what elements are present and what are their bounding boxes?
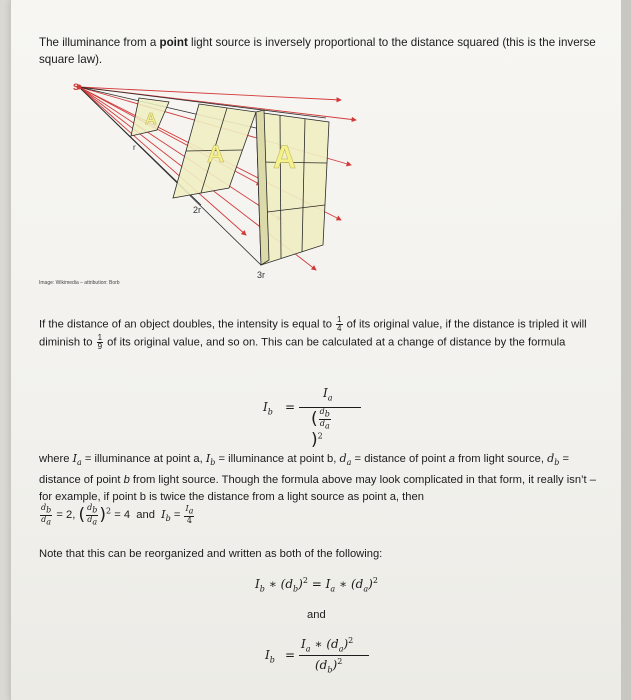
label-r: r: [133, 143, 136, 152]
equals-four: = 4: [114, 509, 131, 522]
symbol-Ib: $I_b$: [205, 452, 216, 468]
reorg-note: Note that this can be reorganized and written as both of the following:: [39, 548, 383, 560]
solved-numerator: $I_a$ ∗ $(d_a)^2$: [301, 636, 354, 654]
intro-paragraph: [39, 34, 599, 68]
distance-text-3: of its original value, and so on. This can be calculated at a change of distance by the formula: [104, 336, 566, 349]
distance-text-1: If the distance of an object doubles, the intensity is equal to: [39, 318, 336, 331]
right-edge: [621, 0, 631, 700]
formula-numerator: $I_a$: [323, 386, 333, 403]
label-3r: 3r: [257, 270, 266, 280]
Ia-definition: = illuminance at point a,: [81, 453, 206, 465]
equals-two: = 2,: [56, 509, 76, 522]
Ib-definition: = illuminance at point b,: [215, 453, 340, 465]
ratio-db-da: $\frac{d_b}{d_a}$: [41, 503, 52, 527]
formula-equals: =: [285, 400, 296, 414]
da-definition: = distance of point: [351, 453, 449, 465]
solved-denominator: $(d_b)^2$: [315, 657, 343, 675]
fraction-denominator: 9: [97, 341, 103, 351]
where-word: where: [39, 453, 73, 465]
solved-lhs: $I_b$: [265, 648, 275, 665]
example-equation-line: $\frac{d_b}{d_a}$ = 2, ( $\frac{d_b}{d_a}$ )$^2$ = 4 and $I_b$ = $\frac{I_a}{4}$: [41, 503, 194, 527]
formula-lhs: $I_b$: [263, 400, 273, 417]
fraction-one-quarter: [336, 316, 342, 333]
area-label-r: A: [145, 111, 157, 128]
symbol-Ib-example: $I_b$: [161, 508, 171, 524]
fraction-denominator: 4: [337, 324, 342, 333]
panel-3r: [256, 110, 329, 265]
formula-denominator: ( $\frac{d_b}{d_a}$ )$^2$: [311, 407, 330, 451]
da-definition-2: from light source,: [455, 453, 548, 465]
area-label-3r: A: [273, 139, 297, 175]
distance-text-2: of its original value, if the distance is tripled it will diminish to: [39, 318, 587, 349]
and-word: and: [136, 509, 155, 522]
solved-equals: =: [285, 648, 296, 662]
ratio-squared: ( $\frac{d_b}{d_a}$ )$^2$: [78, 503, 112, 527]
distance-paragraph: [39, 316, 599, 352]
intro-bold-word: point: [159, 36, 188, 49]
inverse-square-figure: [61, 70, 361, 280]
fraction-numerator: 1: [337, 315, 342, 324]
label-source: S: [73, 82, 80, 92]
label-2r: 2r: [193, 205, 202, 215]
document-page: [10, 0, 622, 700]
db-definition: = distance of point: [39, 453, 570, 486]
image-credit: Image: Wikimedia – attribution: Borb: [39, 280, 120, 286]
letter-a: a: [448, 453, 456, 465]
symbol-Ia: $I_a$: [72, 452, 82, 468]
area-label-2r: A: [207, 141, 225, 168]
db-definition-2: from light source. Though the formula above may look complicated in that form, it really isn’t – for example, if point b is twice the distance from a light source as point a, then: [39, 473, 596, 504]
fraction-numerator: 1: [97, 332, 103, 342]
ratio-Ia-four: $\frac{I_a}{4}$: [185, 504, 194, 525]
intro-text: The illuminance from a: [39, 36, 160, 49]
and-label: and: [307, 609, 326, 621]
symbol-da: $d_a$: [339, 452, 352, 468]
fraction-one-ninth: [97, 334, 103, 351]
letter-b: b: [123, 473, 130, 486]
intro-text-after: light source is inversely proportional to the distance squared (this is the inverse square law).: [39, 36, 596, 66]
symbol-db: $d_b$: [547, 452, 560, 468]
where-paragraph: [39, 450, 599, 507]
solved-fraction-bar: [299, 655, 369, 656]
formula-product-form: $I_b$ ∗ $(d_b)^2 = I_a$ ∗ $(d_a)^2$: [255, 576, 378, 594]
